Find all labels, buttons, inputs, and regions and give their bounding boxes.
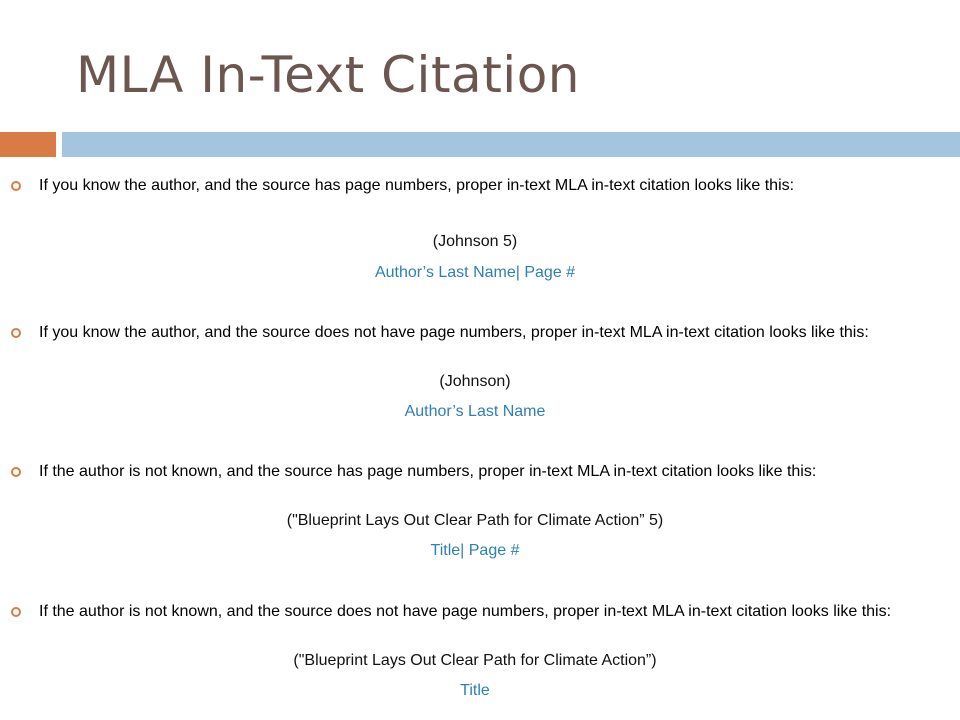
bullet-text: If you know the author, and the source has page numbers, proper in-text MLA in-text citation looks like this: — [39, 177, 795, 194]
bullet-ring-icon — [11, 181, 21, 191]
citation-example: ("Blueprint Lays Out Clear Path for Climate Action”) — [293, 652, 657, 669]
title-accent-bar-blue — [62, 132, 960, 157]
bullet-text: If the author is not known, and the source does not have page numbers, proper in-text MLA in-text citation looks like this: — [39, 603, 892, 620]
citation-example: (Johnson 5) — [432, 233, 518, 250]
citation-format-label: Author’s Last Name — [404, 403, 546, 420]
citation-format-label: Author’s Last Name| Page # — [374, 264, 576, 281]
title-accent-bar-orange — [0, 132, 56, 157]
citation-example: (Johnson) — [439, 373, 511, 390]
bullet-ring-icon — [11, 467, 21, 477]
slide-title: MLA In-Text Citation — [76, 46, 580, 104]
bullet-text: If you know the author, and the source does not have page numbers, proper in-text MLA in-text citation looks like this: — [39, 324, 869, 341]
bullet-text: If the author is not known, and the source has page numbers, proper in-text MLA in-text citation looks like this: — [39, 463, 817, 480]
citation-example: ("Blueprint Lays Out Clear Path for Climate Action” 5) — [286, 512, 664, 529]
citation-format-label: Title| Page # — [430, 542, 520, 559]
bullet-ring-icon — [11, 607, 21, 617]
bullet-ring-icon — [11, 328, 21, 338]
citation-format-label: Title — [460, 682, 490, 699]
